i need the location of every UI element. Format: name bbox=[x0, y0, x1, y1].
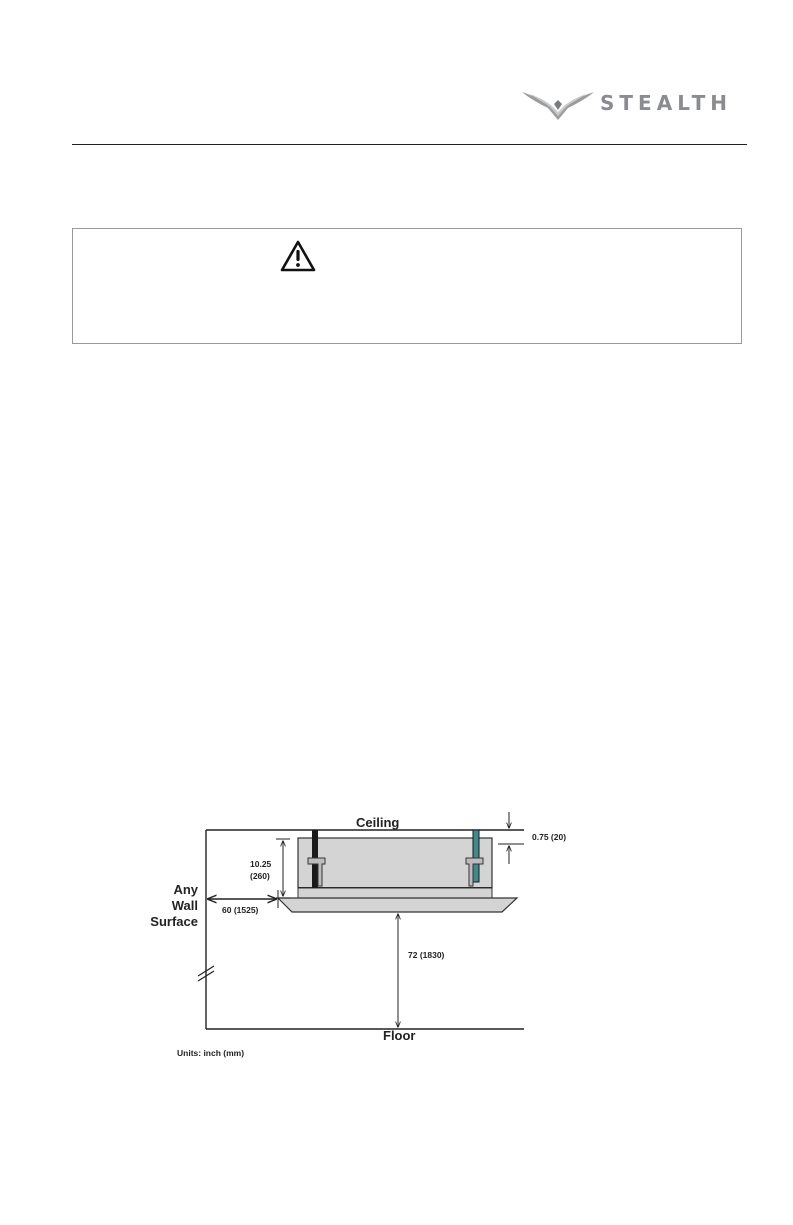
wall-clearance-dimension: 60 (1525) bbox=[222, 905, 259, 915]
eagle-wings-logo-icon bbox=[520, 86, 596, 122]
floor-label: Floor bbox=[383, 1028, 416, 1043]
brand-logo bbox=[520, 86, 745, 126]
header-divider bbox=[72, 144, 747, 145]
floor-clearance-dimension: 72 (1830) bbox=[408, 950, 445, 960]
brand-name: STEALTH bbox=[600, 91, 733, 115]
unit-grille-panel bbox=[278, 898, 517, 912]
warning-triangle-icon bbox=[280, 239, 316, 273]
wall-surface-label: Any Wall Surface bbox=[150, 882, 198, 929]
unit-body bbox=[298, 838, 492, 888]
hanger-rod-right bbox=[473, 830, 479, 882]
unit-height-dimension: 10.25 (260) bbox=[250, 859, 272, 881]
ceiling-label: Ceiling bbox=[356, 815, 400, 830]
diagram-drawing bbox=[130, 808, 590, 1073]
ceiling-gap-dimension: 0.75 (20) bbox=[532, 832, 567, 842]
installation-clearance-diagram bbox=[130, 808, 590, 1073]
units-note: Units: inch (mm) bbox=[177, 1048, 245, 1058]
unit-lower-frame bbox=[298, 888, 492, 898]
warning-box bbox=[72, 228, 742, 344]
